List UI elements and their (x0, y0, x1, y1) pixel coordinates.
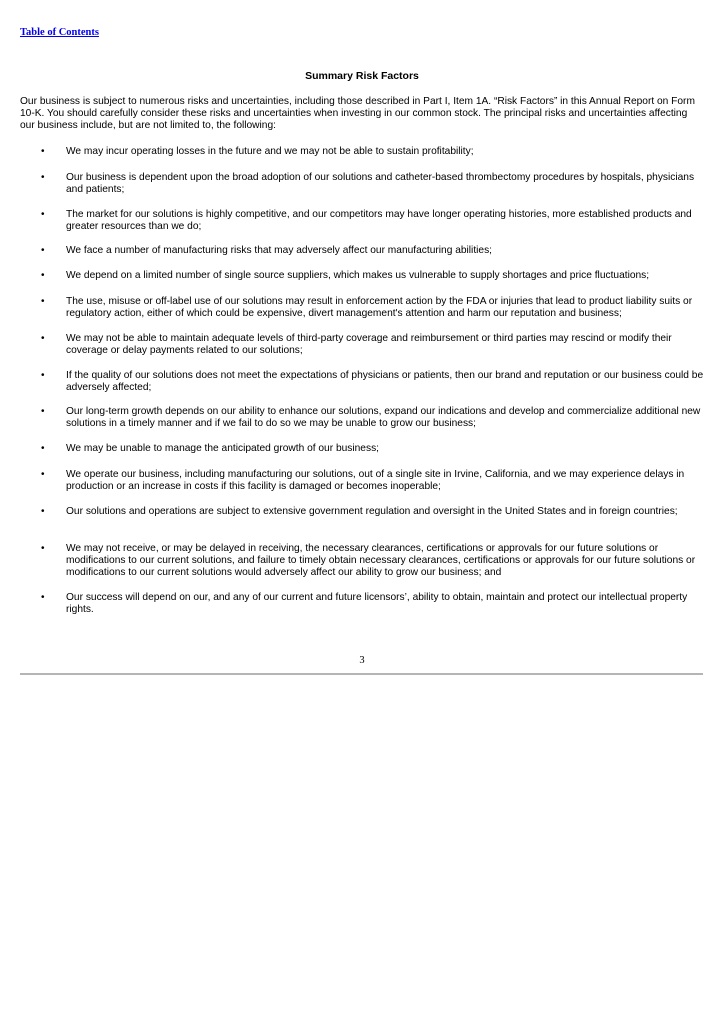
risk-text: Our long-term growth depends on our ability to enhance our solutions, expand our indications and develop and commercialize additional new solutions in a timely manner and if we fail to do so we may be unable to grow our business; (66, 406, 701, 429)
risk-text: We operate our business, including manufacturing our solutions, out of a single site in Irvine, California, and we may experience delays in production or an increase in costs if this facility is damaged or becomes inoperable; (66, 469, 685, 492)
bullet-icon: • (41, 469, 45, 480)
bullet-icon: • (41, 270, 45, 281)
bullet-icon: • (41, 245, 45, 256)
risk-text: Our business is dependent upon the broad adoption of our solutions and catheter-based thrombectomy procedures by hospitals, physicians and patients; (66, 172, 695, 195)
risk-text: We depend on a limited number of single source suppliers, which makes us vulnerable to supply shortages and price fluctuations; (66, 270, 650, 281)
bullet-icon: • (41, 592, 45, 603)
risk-text: Our success will depend on our, and any of our current and future licensors’, ability to obtain, maintain and protect our intellectual property rights. (66, 592, 688, 615)
risk-text: The market for our solutions is highly competitive, and our competitors may have longer operating histories, more established products and greater resources than we do; (66, 209, 692, 232)
bullet-icon: • (41, 146, 45, 157)
risk-text: We may incur operating losses in the future and we may not be able to sustain profitability; (66, 146, 474, 157)
bullet-icon: • (41, 543, 45, 554)
page-number: 3 (359, 655, 365, 666)
risk-text: We may not be able to maintain adequate levels of third-party coverage and reimbursement or third parties may rescind or modify their coverage or delay payments related to our solutions; (66, 333, 672, 356)
bullet-icon: • (41, 172, 45, 183)
section-title: Summary Risk Factors (305, 70, 419, 82)
bullet-icon: • (41, 296, 45, 307)
intro-paragraph: Our business is subject to numerous risks and uncertainties, including those described in Part I, Item 1A. “Risk Factors” in this Annual Report on Form 10-K. You should carefully consider these risks and uncertainties when investing in our common stock. The principal risks and uncertainties affecting our business include, but are not limited to, the following: (20, 96, 695, 132)
bullet-icon: • (41, 209, 45, 220)
risk-text: Our solutions and operations are subject to extensive government regulation and oversight in the United States and in foreign countries; (66, 506, 678, 517)
bullet-icon: • (41, 333, 45, 344)
bullet-icon: • (41, 443, 45, 454)
risk-text: We face a number of manufacturing risks that may adversely affect our manufacturing abilities; (66, 245, 493, 256)
risk-text: We may be unable to manage the anticipated growth of our business; (66, 443, 379, 454)
risk-text: If the quality of our solutions does not meet the expectations of physicians or patients, then our brand and reputation or our business could be adversely affected; (66, 370, 704, 393)
page-divider (20, 673, 703, 675)
bullet-icon: • (41, 370, 45, 381)
bullet-icon: • (41, 506, 45, 517)
risk-text: The use, misuse or off-label use of our solutions may result in enforcement action by the FDA or injuries that lead to product liability suits or regulatory action, either of which could be expensive, divert management's attention and harm our reputation and business; (66, 296, 693, 319)
bullet-icon: • (41, 406, 45, 417)
risk-text: We may not receive, or may be delayed in receiving, the necessary clearances, certifications or approvals for our future solutions or modifications to our current solutions, and failure to timely obtain necessary clearances, certifications or approvals for our future solutions or modifications to our current solutions would adversely affect our ability to grow our business; and (66, 543, 696, 578)
table-of-contents-link[interactable]: Table of Contents (20, 27, 99, 38)
